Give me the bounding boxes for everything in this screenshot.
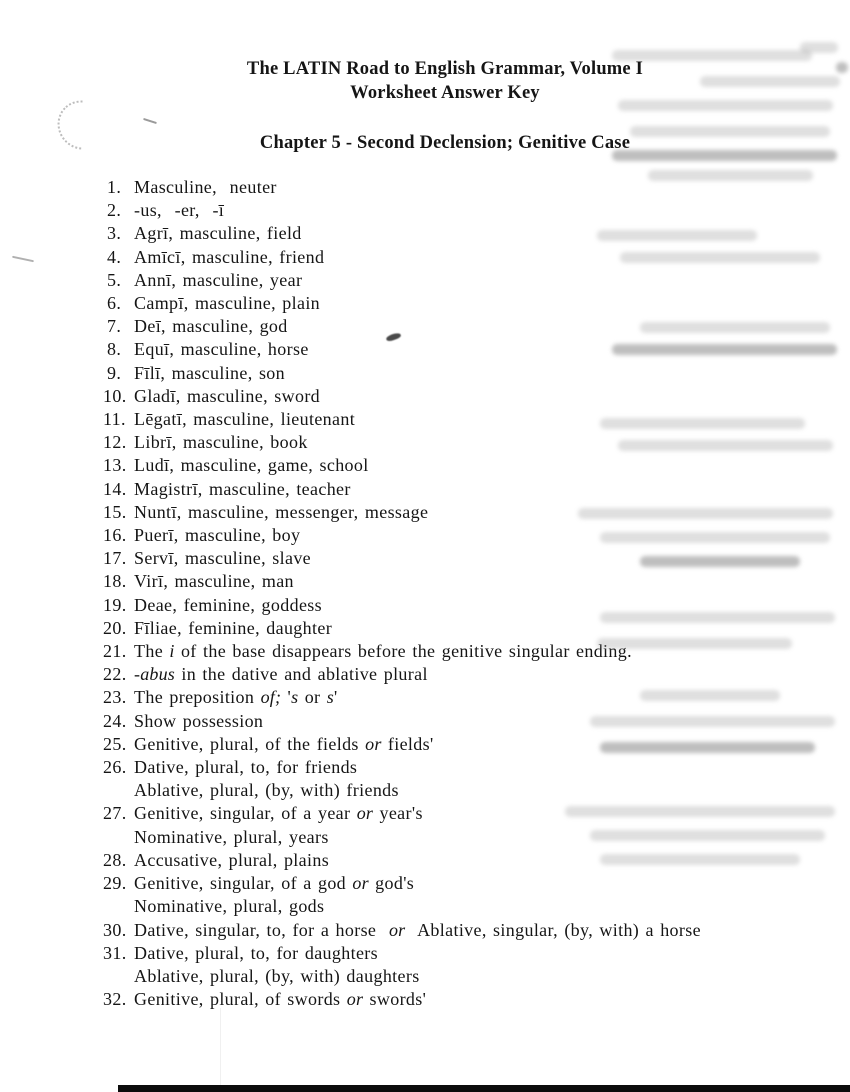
answer-text <box>134 246 850 269</box>
answer-line: Ablative, plural, (by, with) friends <box>134 780 399 801</box>
answer-text <box>134 756 850 802</box>
answer-number: 11. <box>103 409 126 430</box>
answer-item <box>103 478 850 501</box>
answer-number: 16. <box>103 525 127 546</box>
answer-text <box>134 594 850 617</box>
answer-line: Amīcī, masculine, friend <box>134 246 325 267</box>
answer-number: 17. <box>103 548 127 569</box>
answer-text <box>134 222 850 245</box>
scanner-edge-artifact <box>118 1085 850 1092</box>
answer-number: 6. <box>107 293 122 314</box>
answer-line: Fīlī, masculine, son <box>134 362 285 383</box>
answer-line: Genitive, plural, of swords or swords' <box>134 989 427 1010</box>
answer-item <box>103 710 850 733</box>
answer-line: Nuntī, masculine, messenger, message <box>134 501 429 522</box>
answer-text <box>134 269 850 292</box>
answer-number: 2. <box>107 200 122 221</box>
answer-line: Lēgatī, masculine, lieutenant <box>134 409 356 430</box>
answer-item <box>103 547 850 570</box>
answer-line: Genitive, singular, of a god or god's <box>134 873 415 894</box>
answer-item <box>103 756 850 802</box>
answer-number: 18. <box>103 571 127 592</box>
answer-number: 9. <box>107 362 122 383</box>
answer-number: 4. <box>107 246 122 267</box>
answer-item <box>103 919 850 942</box>
answer-text <box>134 686 850 709</box>
answer-line: Ludī, masculine, game, school <box>134 455 369 476</box>
answer-line: Deae, feminine, goddess <box>134 594 322 615</box>
answer-text <box>134 385 850 408</box>
answer-number: 25. <box>103 733 127 754</box>
answer-number: 24. <box>103 710 127 731</box>
answer-line: Annī, masculine, year <box>134 269 303 290</box>
answer-line: Deī, masculine, god <box>134 316 288 337</box>
answer-item <box>103 338 850 361</box>
answer-item <box>103 942 850 988</box>
answer-line: Campī, masculine, plain <box>134 293 321 314</box>
answer-item <box>103 222 850 245</box>
answer-line: Nominative, plural, years <box>134 826 329 847</box>
answer-item <box>103 431 850 454</box>
answer-number: 1. <box>107 177 122 197</box>
answer-number: 14. <box>103 478 127 499</box>
answer-item <box>103 524 850 547</box>
answer-text <box>134 199 850 222</box>
answer-line: Agrī, masculine, field <box>134 223 302 244</box>
answer-text <box>134 431 850 454</box>
answer-line: Genitive, plural, of the fields or fields' <box>134 733 434 754</box>
answer-line: Show possession <box>134 710 264 731</box>
answer-number: 8. <box>107 339 122 360</box>
pen-dash-artifact <box>12 256 34 263</box>
answer-number: 32. <box>103 989 127 1010</box>
answer-number: 31. <box>103 942 127 963</box>
answer-number: 29. <box>103 873 127 894</box>
fold-line-artifact <box>220 1008 221 1092</box>
answer-number: 19. <box>103 594 127 615</box>
answer-item <box>103 292 850 315</box>
answer-number: 20. <box>103 617 127 638</box>
answer-line: Servī, masculine, slave <box>134 548 312 569</box>
answer-number: 28. <box>103 849 127 870</box>
answer-item <box>103 872 850 918</box>
answer-text <box>134 802 850 848</box>
answer-item <box>103 802 850 848</box>
answer-text <box>134 733 850 756</box>
answer-item <box>103 733 850 756</box>
answer-text <box>134 292 850 315</box>
answer-text <box>134 478 850 501</box>
answer-line: Librī, masculine, book <box>134 432 308 453</box>
answer-item <box>103 686 850 709</box>
answer-item <box>103 454 850 477</box>
answer-text <box>134 362 850 385</box>
answer-line: -us, -er, -ī <box>134 200 225 221</box>
answer-text <box>134 547 850 570</box>
answer-number: 5. <box>107 269 122 290</box>
answer-item <box>103 663 850 686</box>
answer-number: 7. <box>107 316 122 337</box>
answer-text <box>134 501 850 524</box>
answer-number: 30. <box>103 919 127 940</box>
answer-line: Ablative, plural, (by, with) daughters <box>134 965 420 986</box>
answer-item <box>103 849 850 872</box>
answer-number: 21. <box>103 641 127 662</box>
answer-text <box>134 408 850 431</box>
document-subtitle: Worksheet Answer Key <box>350 83 540 103</box>
answer-line: The preposition of; 's or s' <box>134 687 338 708</box>
answer-line: Dative, plural, to, for daughters <box>134 942 378 963</box>
answer-line: The i of the base disappears before the genitive singular ending. <box>134 641 632 662</box>
answer-text <box>134 640 850 663</box>
answer-text <box>134 315 850 338</box>
answer-line: -abus in the dative and ablative plural <box>134 664 428 685</box>
answer-text <box>134 872 850 918</box>
answer-line: Puerī, masculine, boy <box>134 525 301 546</box>
answer-item <box>103 408 850 431</box>
answer-text <box>134 919 850 942</box>
answer-line: Fīliae, feminine, daughter <box>134 617 333 638</box>
chapter-heading: Chapter 5 - Second Declension; Genitive Case <box>259 133 631 153</box>
answer-line: Virī, masculine, man <box>134 571 294 592</box>
answer-text <box>134 663 850 686</box>
answer-list <box>103 176 850 1011</box>
answer-number: 22. <box>103 664 127 685</box>
answer-item <box>103 640 850 663</box>
answer-item <box>103 269 850 292</box>
answer-text <box>134 176 850 199</box>
answer-text <box>134 454 850 477</box>
answer-item <box>103 617 850 640</box>
answer-text <box>134 524 850 547</box>
answer-item <box>103 385 850 408</box>
answer-line: Dative, singular, to, for a horse or Ablative, singular, (by, with) a horse <box>134 919 701 940</box>
document-title: The LATIN Road to English Grammar, Volume I <box>246 59 644 79</box>
document-header <box>20 0 850 155</box>
answer-text <box>134 942 850 988</box>
answer-number: 10. <box>103 385 127 406</box>
answer-item <box>103 246 850 269</box>
answer-text <box>134 338 850 361</box>
answer-number: 26. <box>103 757 127 778</box>
answer-item <box>103 176 850 199</box>
answer-item <box>103 199 850 222</box>
answer-text <box>134 617 850 640</box>
answer-number: 3. <box>107 223 122 244</box>
answer-item <box>103 988 850 1011</box>
answer-number: 27. <box>103 803 127 824</box>
answer-line: Gladī, masculine, sword <box>134 385 321 406</box>
answer-item <box>103 570 850 593</box>
answer-line: Masculine, neuter <box>134 177 277 197</box>
answer-text <box>134 849 850 872</box>
answer-line: Nominative, plural, gods <box>134 896 325 917</box>
answer-item <box>103 362 850 385</box>
answer-text <box>134 710 850 733</box>
answer-text <box>134 988 850 1011</box>
answer-number: 13. <box>103 455 127 476</box>
answer-number: 23. <box>103 687 127 708</box>
answer-line: Equī, masculine, horse <box>134 339 309 360</box>
answer-item <box>103 315 850 338</box>
answer-item <box>103 501 850 524</box>
answer-line: Genitive, singular, of a year or year's <box>134 803 423 824</box>
answer-line: Dative, plural, to, for friends <box>134 757 358 778</box>
answer-line: Magistrī, masculine, teacher <box>134 478 351 499</box>
answer-number: 15. <box>103 501 127 522</box>
answer-line: Accusative, plural, plains <box>134 849 330 870</box>
answer-number: 12. <box>103 432 127 453</box>
answer-item <box>103 594 850 617</box>
answer-text <box>134 570 850 593</box>
